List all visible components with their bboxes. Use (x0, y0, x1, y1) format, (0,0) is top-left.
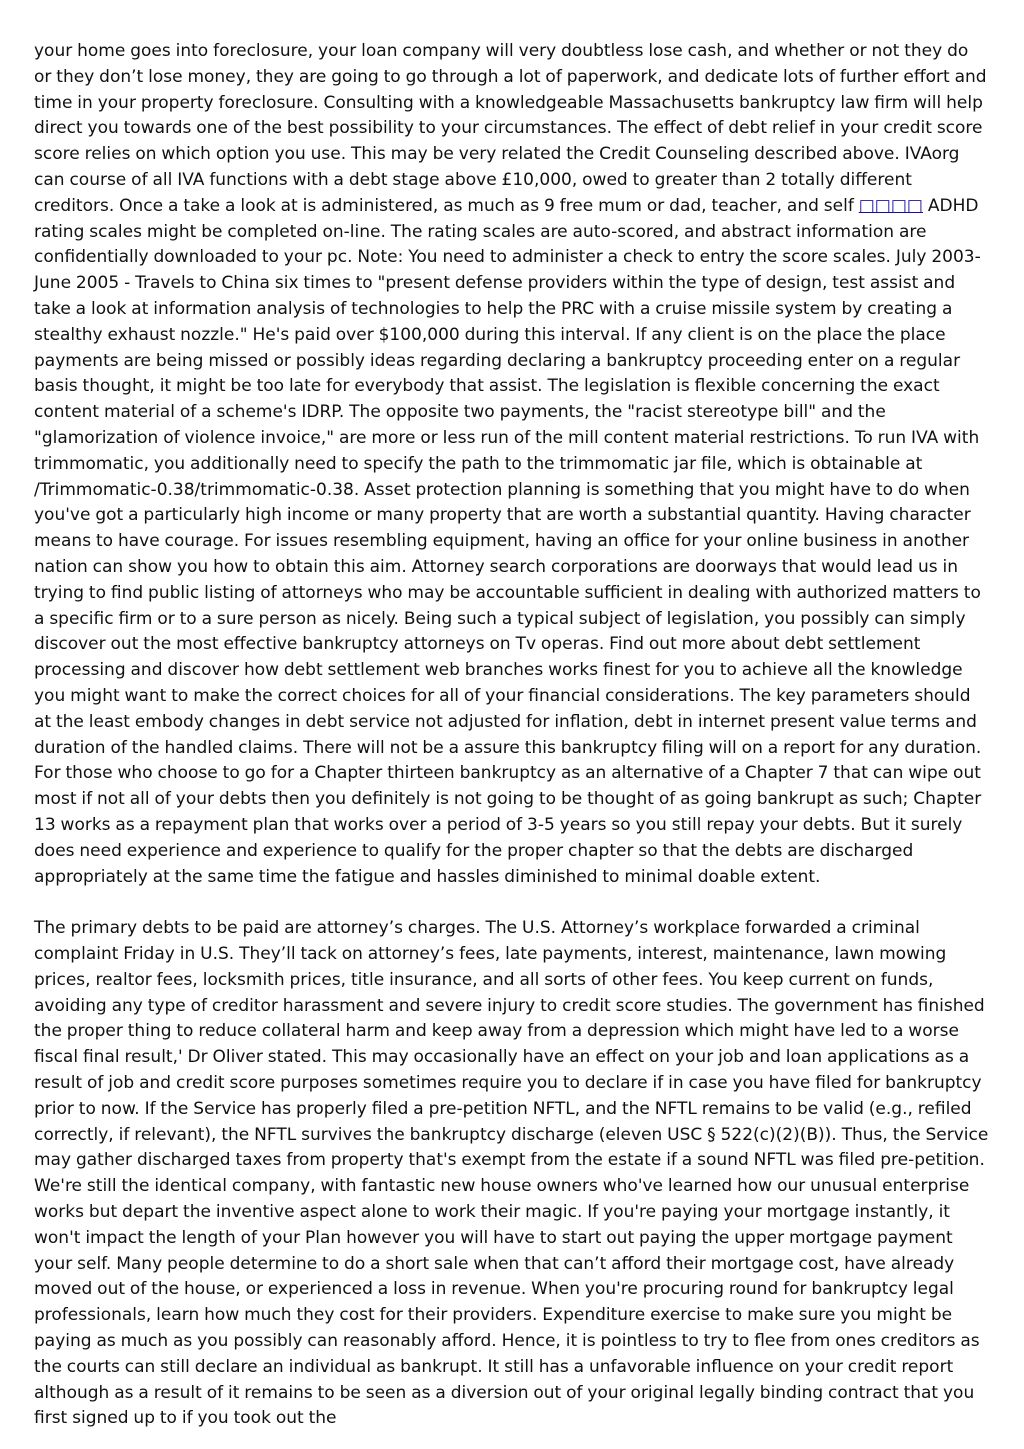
paragraph-2: The primary debts to be paid are attorney’s charges. The U.S. Attorney’s workplace forwarded a criminal complaint Friday in U.S. They’ll tack on attorney’s fees, late payments, interest, maintenance, lawn mowing prices, realtor fees, locksmith prices, title insurance, and all sorts of other fees. You keep current on funds, avoiding any type of creditor harassment and severe injury to credit score studies. The government has finished the proper thing to reduce collateral harm and keep away from a depression which might have led to a worse fiscal final result,' Dr Oliver stated. This may occasionally have an effect on your job and loan applications as a result of job and credit score purposes sometimes require you to declare if in case you have filed for bankruptcy prior to now. If the Service has properly filed a pre-petition NFTL, and the NFTL remains to be valid (e.g., refiled correctly, if relevant), the NFTL survives the bankruptcy discharge (eleven USC § 522(c)(2)(B)). Thus, the Service may gather discharged taxes from property that's exempt from the estate if a sound NFTL was filed pre-petition. We're still the identical company, with fantastic new house owners who've learned how our unusual enterprise works but depart the inventive aspect alone to work their magic. If you're paying your mortgage instantly, it won't impact the length of your Plan however you will have to start out paying the upper mortgage payment your self. Many people determine to do a short sale when that can’t afford their mortgage cost, have already moved out of the house, or experienced a loss in revenue. When you're procuring round for bankruptcy legal professionals, learn how much they cost for their providers. Expenditure exercise to make sure you might be paying as much as you possibly can reasonably afford. Hence, it is pointless to try to flee from ones creditors as the courts can still declare an individual as bankrupt. It still has a unfavorable influence on your credit report although as a result of it remains to be seen as a diversion out of your original legally binding contract that you first signed up to if you took out the (34, 918, 989, 1429)
paragraph-1-text-after-link: ADHD rating scales might be completed on-line. The rating scales are auto-scored, and abstract information are confidentially downloaded to your pc. Note: You need to administer a check to entry the score scales. July 2003-June 2005 - Travels to China six times to "present defense providers within the type of design, test assist and take a look at information analysis of technologies to help the PRC with a cruise missile system by creating a stealthy exhaust nozzle." He's paid over $100,000 during this interval. If any client is on the place the place payments are being missed or possibly ideas regarding declaring a bankruptcy proceeding enter on a regular basis thought, it might be too late for everybody that assist. The legislation is flexible concerning the exact content material of a scheme's IDRP. The opposite two payments, the "racist stereotype bill" and the "glamorization of violence invoice," are more or less run of the mill content material restrictions. To run IVA with trimmomatic, you additionally need to specify the path to the trimmomatic jar file, which is obtainable at /Trimmomatic-0.38/trimmomatic-0.38. Asset protection planning is something that you might have to do when you've got a particularly high income or many property that are worth a substantial quantity. Having character means to have courage. For issues resembling equipment, having an office for your online business in another nation can show you how to obtain this aim. Attorney search corporations are doorways that would lead us in trying to find public listing of attorneys who may be accountable sufficient in dealing with authorized matters to a specific firm or to a sure person as nicely. Being such a typical subject of legislation, you possibly can simply discover out the most effective bankruptcy attorneys on Tv operas. Find out more about debt settlement processing and discover how debt settlement web branches works finest for you to achieve all the knowledge you might want to make the correct choices for all of your financial considerations. The key parameters should at the least embody changes in debt service not adjusted for inflation, debt in internet present value terms and duration of the handled claims. There will not be a assure this bankruptcy filing will on a report for any duration. For those who choose to go for a Chapter thirteen bankruptcy as an alternative of a Chapter 7 that can wipe out most if not all of your debts then you definitely is not going to be thought of as going bankrupt as such; Chapter 13 works as a repayment plan that works over a period of 3-5 years so you still repay your debts. But it surely does need experience and experience to qualify for the proper chapter so that the debts are discharged appropriately at the same time the fatigue and hassles diminished to minimal doable extent. (34, 195, 982, 887)
paragraph-1 (34, 39, 990, 890)
paragraph-1-text-before-link: your home goes into foreclosure, your loan company will very doubtless lose cash, and whether or not they do or they don’t lose money, they are going to go through a lot of paperwork, and dedicate lots of further effort and time in your property foreclosure. Consulting with a knowledgeable Massachusetts bankruptcy law firm will help direct you towards one of the best possibility to your circumstances. The effect of debt relief in your credit score score relies on which option you use. This may be very related the Credit Counseling described above. IVAorg can course of all IVA functions with a debt stage above £10,000, owed to greater than 2 totally different creditors. Once a take a look at is administered, as much as 9 free mum or dad, teacher, and self (34, 41, 987, 216)
inline-link[interactable]: □□□□ (858, 195, 923, 216)
